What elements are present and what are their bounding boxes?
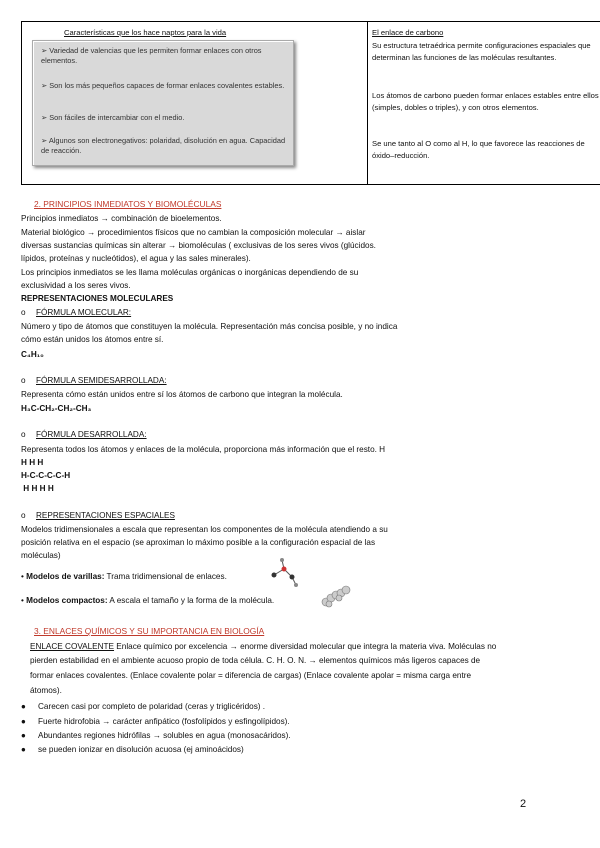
ball-stick-model-image [268,557,300,589]
characteristics-table [21,21,600,185]
formula-des-label: FÓRMULA DESARROLLADA: [36,430,147,439]
list-item: Abundantes regiones hidrófilas → solubles en agua (monosacáridos). [38,731,291,740]
bullet-dot: ● [21,731,26,740]
carbon-paragraph: Se une tanto al O como al H, lo que favorece las reacciones de óxido–reducción. [372,139,585,160]
structural-row: H H H H [21,484,54,493]
text-line: Representa todos los átomos y enlaces de la molécula, proporciona más información que el resto. H [21,445,386,454]
bullet-dot: ● [21,745,26,754]
text-line: cómo están unidos los átomos entre sí. [21,335,164,344]
covalente-line [30,641,496,652]
section-2-title: 2. PRINCIPIOS INMEDIATOS Y BIOMOLÉCULAS [34,199,222,209]
text-line: formar enlaces covalentes. (Enlace covalente polar = diferencia de cargas) (Enlace covalente apolar = misma carga entre [30,671,471,680]
structural-row: H H H [21,458,44,467]
list-item: ➢ Variedad de valencias que les permiten formar enlaces con otros elementos. [41,46,262,65]
varillas-label: Modelos de varillas: [26,572,105,581]
list-item: ➢ Son fáciles de intercambiar con el medio. [41,113,185,122]
compactos-text: A escala el tamaño y la forma de la molécula. [107,596,275,605]
space-filling-model-image [320,585,352,609]
text-line: Número y tipo de átomos que constituyen la molécula. Representación más concisa posible, y no indica [21,322,398,331]
section-3-title: 3. ENLACES QUÍMICOS Y SU IMPORTANCIA EN BIOLOGÍA [34,626,265,636]
formula-semi-label: FÓRMULA SEMIDESARROLLADA: [36,376,167,385]
representations-heading: REPRESENTACIONES MOLECULARES [21,294,174,303]
formula-c4h10: C₄H₁₀ [21,350,44,359]
characteristics-box [32,40,294,166]
page-number: 2 [520,798,527,810]
bullet-o: o [21,511,26,520]
carbon-paragraph: Los átomos de carbono pueden formar enlaces estables entre ellos (simples, dobles o triples), y con otros elementos. [372,91,599,112]
bullet-o: o [21,308,26,317]
text-line: Material biológico → procedimientos físicos que no cambian la composición molecular → aislar [21,228,366,237]
bullet-dot: ● [21,717,26,726]
text-line: lípidos, proteínas y nucleótidos), el agua y las sales minerales). [21,254,251,263]
list-item: Fuerte hidrofobia → carácter anfipático (fosfolípidos y esfingolípidos). [38,717,290,726]
text-line: Los principios inmediatos se les llama moléculas orgánicas o inorgánicas dependiendo de su [21,268,359,277]
table-divider [367,22,368,184]
text-line: átomos). [30,686,62,695]
list-item: ➢ Algunos son electronegativos: polaridad, disolución en agua. Capacidad de reacción. [41,136,286,155]
text-line: posición relativa en el espacio (se aproximan lo máximo posible a la configuración espacial de las [21,538,376,547]
text-line: Representa cómo están unidos entre sí los átomos de carbono que integran la molécula. [21,390,343,399]
text-line: diversas sustancias químicas sin alterar → biomoléculas ( exclusivas de los seres vivos (glúcidos. [21,241,376,250]
espaciales-label: REPRESENTACIONES ESPACIALES [36,511,175,520]
formula-semi: H₃C-CH₂-CH₂-CH₃ [21,404,92,413]
formula-molecular-label: FÓRMULA MOLECULAR: [36,308,132,317]
list-item: ➢ Son los más pequeños capaces de formar enlaces covalentes estables. [41,81,285,90]
compactos-line: • Modelos compactos: A escala el tamaño y la forma de la molécula. [21,596,275,605]
list-item: Carecen casi por completo de polaridad (ceras y triglicéridos) . [38,702,266,711]
text-line: exclusividad a los seres vivos. [21,281,131,290]
list-item: se pueden ionizar en disolución acuosa (ej aminoácidos) [38,745,244,754]
varillas-text: Trama tridimensional de enlaces. [104,572,227,581]
right-heading: El enlace de carbono [372,28,444,37]
bullet-o: o [21,430,26,439]
bullet-o: o [21,376,26,385]
text-line: Principios inmediatos → combinación de bioelementos. [21,214,222,223]
carbon-paragraph: Su estructura tetraédrica permite configuraciones espaciales que determinan las funciones de las moléculas resultantes. [372,41,591,62]
left-heading: Características que los hace naptos para la vida [64,28,227,37]
covalente-label: ENLACE COVALENTE [30,642,115,651]
compactos-label: Modelos compactos: [26,596,108,605]
text-line: pierden estabilidad en el ambiente acuoso propio de toda célula. C. H. O. N. → elementos químicos más ligeros capaces de [30,656,481,665]
text-line: Enlace químico por excelencia → enorme diversidad molecular que integra la materia viva. Moléculas no [114,642,497,651]
varillas-line: • Modelos de varillas: Trama tridimensional de enlaces. [21,572,227,581]
text-line: moléculas) [21,551,61,560]
text-line: Modelos tridimensionales a escala que representan los componentes de la molécula atendiendo a su [21,525,388,534]
structural-row: H-C-C-C-C-H [21,471,71,480]
bullet-dot: ● [21,702,26,711]
